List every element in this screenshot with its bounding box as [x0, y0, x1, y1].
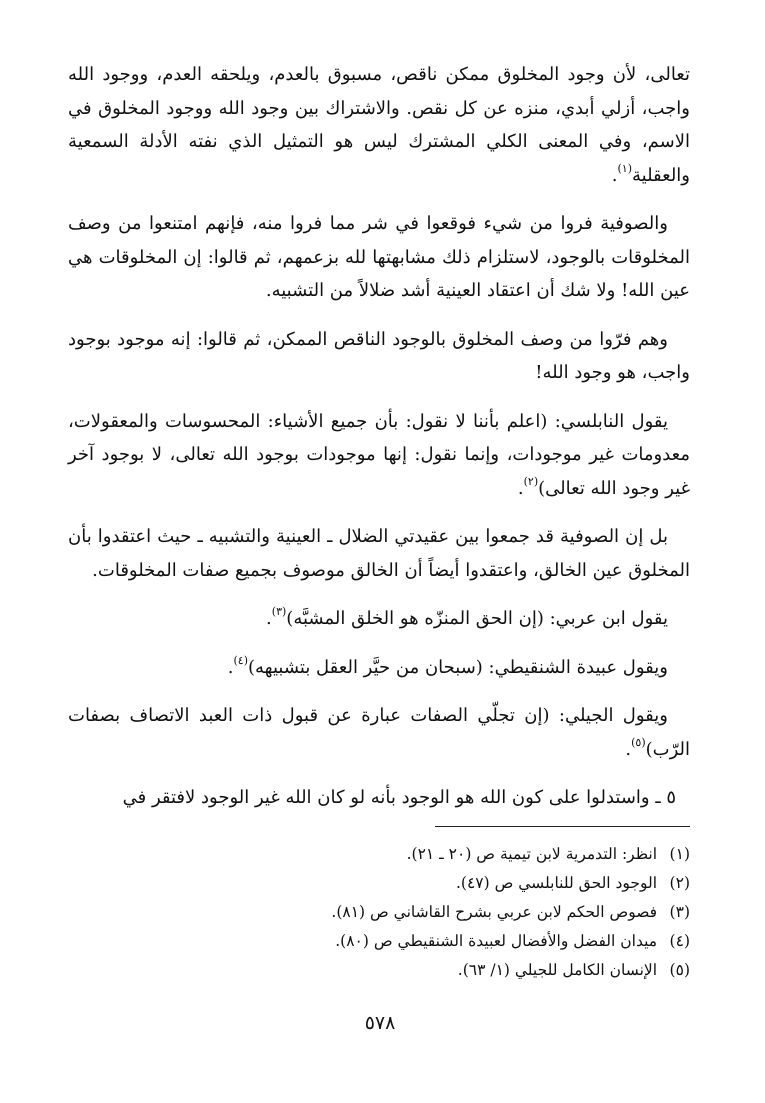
paragraph-8	[68, 699, 690, 766]
footnote-number: (٣)	[669, 903, 690, 921]
paragraph-6	[68, 602, 690, 636]
footnotes	[210, 840, 690, 985]
paragraph-4	[68, 405, 690, 506]
page-number: ٥٧٨	[364, 1012, 396, 1034]
paragraph-8-text: ويقول الجيلي: (إن تجلّي الصفات عبارة عن قبول ذات العبد الاتصاف بصفات الرّب)	[68, 705, 690, 760]
footnote-text: الإنسان الكامل للجيلي (١/ ٦٣).	[457, 961, 658, 979]
footnote-ref-4: (٤)	[233, 653, 248, 667]
footnote-ref-5: (٥)	[631, 735, 646, 749]
paragraph-7-end: .	[227, 656, 234, 678]
main-text	[68, 58, 690, 830]
paragraph-2: والصوفية فروا من شيء فوقعوا في شر مما فروا منه، فإنهم امتنعوا من وصف المخلوقات بالوجود، لاستلزام ذلك مشابهتها لله بزعمهم، ثم قالوا: إن المخلوقات هي عين الله! ولا شك أن اعتقاد العينية أشد ضلالاً من التشبيه.	[68, 213, 690, 301]
paragraph-7	[68, 651, 690, 685]
footnote-ref-1: (١)	[617, 161, 632, 175]
footnote-item	[210, 898, 690, 927]
footnote-number: (١)	[669, 845, 690, 863]
footnote-ref-3: (٣)	[271, 605, 287, 618]
footnote-item	[210, 840, 690, 869]
paragraph-9: ٥ ـ واستدلوا على كون الله هو الوجود بأنه لو كان الله غير الوجود لافتقر في	[122, 787, 676, 808]
paragraph-4-end: .	[517, 477, 524, 499]
footnote-text: الوجود الحق للنابلسي ص (٤٧).	[455, 874, 658, 892]
footnote-text: ميدان الفضل والأفضال لعبيدة الشنقيطي ص (٨٠).	[335, 932, 658, 950]
paragraph-1	[68, 58, 690, 192]
footnote-separator	[435, 826, 690, 827]
footnote-item	[210, 956, 690, 985]
paragraph-6-text: يقول ابن عربي: (إن الحق المنزّه هو الخلق المشبَّه)	[286, 608, 668, 629]
paragraph-8-end: .	[625, 738, 632, 760]
paragraph-1-text: تعالى، لأن وجود المخلوق ممكن ناقص، مسبوق بالعدم، ويلحقه العدم، ووجود الله واجب، أزلي أبدي، منزه عن كل نقص. والاشتراك بين وجود الله ووجود المخلوق في الاسم، وفي المعنى الكلي المشترك ليس هو التمثيل الذي نفته الأدلة السمعية والعقلية	[68, 64, 690, 186]
paragraph-6-end: .	[266, 608, 272, 629]
paragraph-1-end: .	[611, 164, 618, 186]
footnote-number: (٥)	[669, 961, 690, 979]
paragraph-4-text: يقول النابلسي: (اعلم بأننا لا نقول: بأن جميع الأشياء: المحسوسات والمعقولات، معدومات غير موجودات، وإنما نقول: إنها موجودات بوجود الله تعالى، لا بوجود آخر غير وجود الله تعالى)	[68, 410, 690, 499]
footnote-ref-2: (٢)	[523, 474, 539, 488]
footnote-number: (٤)	[669, 932, 690, 950]
paragraph-5: بل إن الصوفية قد جمعوا بين عقيدتي الضلال ـ العينية والتشبيه ـ حيث اعتقدوا بأن المخلوق عين الخالق، واعتقدوا أيضاً أن الخالق موصوف بجميع صفات المخلوقات.	[68, 526, 690, 581]
footnote-number: (٢)	[669, 874, 690, 892]
footnote-text: فصوص الحكم لابن عربي بشرح القاشاني ص (٨١).	[331, 903, 658, 921]
paragraph-3: وهم فرّوا من وصف المخلوق بالوجود الناقص الممكن، ثم قالوا: إنه موجود بوجود واجب، هو وجود الله!	[68, 328, 690, 383]
footnote-item	[210, 927, 690, 956]
paragraph-7-text: ويقول عبيدة الشنقيطي: (سبحان من حيَّر العقل بتشبيهه)	[248, 656, 668, 678]
footnote-text: انظر: التدمرية لابن تيمية ص (٢٠ ـ ٢١).	[406, 845, 658, 863]
footnote-item	[210, 869, 690, 898]
